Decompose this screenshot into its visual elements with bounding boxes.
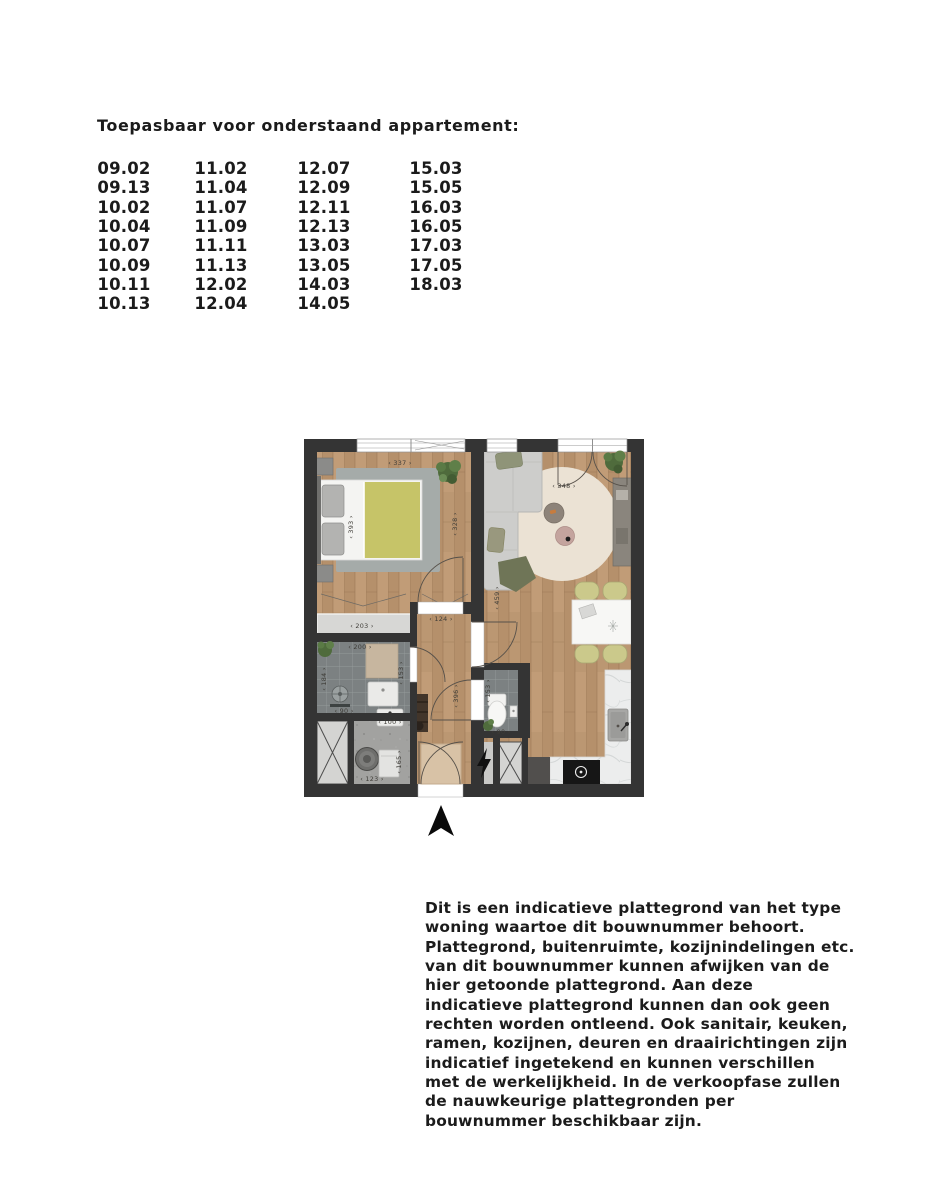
disclaimer-line: Dit is een indicatieve plattegrond van het type [425,899,842,917]
disclaimer-text [425,899,915,1131]
dim-living-depth: ‹ 459 › [493,586,501,610]
balcony-doors [558,439,627,452]
disclaimer-line: rechten worden ontleend. Ook sanitair, keuken, [425,1015,848,1034]
dim-hall-depth: ‹ 396 › [452,684,460,708]
dim-tech-width: ‹ 100 › [378,718,402,726]
apartment-number: 12.07 [297,159,351,178]
apartment-number: 12.02 [194,275,248,295]
dim-bathroom-depth: ‹ 184 › [320,667,328,691]
shaft-left [317,721,348,784]
apartment-number: 17.05 [409,255,463,275]
apartment-number: 10.07 [97,236,151,256]
disclaimer-line: Plattegrond, buitenruimte, kozijnindelingen etc. [425,937,855,956]
washbasin [368,682,398,706]
apartment-number: 11.13 [194,255,248,275]
dim-hall-width: ‹ 124 › [429,615,453,623]
apartment-number: 13.05 [297,255,351,275]
dim-wc-depth: ‹ 153 › [484,679,492,703]
disclaimer-line: hier getoonde plattegrond. Aan deze [425,976,754,995]
apartment-column-4 [401,159,471,294]
apartment-number: 11.07 [194,197,248,217]
apartment-number: 10.13 [97,294,151,314]
dim-bathroom-width: ‹ 200 › [348,643,372,651]
apartment-number: 10.02 [97,197,151,217]
north-arrow-icon [426,804,456,838]
dining-table [572,600,631,644]
apartment-number: 10.09 [97,255,151,275]
dining-chair [603,582,627,600]
disclaimer-line: indicatief ingetekend en kunnen verschillen [425,1053,815,1072]
disclaimer-line: van dit bouwnummer kunnen afwijken van de [425,957,830,976]
dim-shower-width: ‹ 90 › [334,707,354,715]
apartment-number: 14.05 [297,294,351,314]
apartment-number: 11.04 [194,178,248,198]
apartment-number: 13.03 [297,236,351,256]
dim-bedroom-depth: ‹ 393 › [347,515,355,539]
shaft-right [498,742,522,784]
apartment-number: 12.09 [297,178,351,198]
apartment-number: 10.11 [97,275,151,295]
living-window [487,439,517,452]
disclaimer-line: indicatieve plattegrond kunnen dan ook geen [425,995,831,1014]
apartment-number: 16.03 [409,197,463,217]
windows [357,439,627,452]
dining-chair [575,582,599,600]
apartment-column-3 [289,159,359,314]
apartment-number: 12.04 [194,294,248,314]
apartment-number: 11.11 [194,236,248,256]
apartment-number: 15.03 [409,159,463,178]
apartment-column-2 [186,159,256,314]
sofa-pillow [495,450,523,469]
dim-bathroom-right: ‹ 153 › [397,661,405,685]
dining-chair [603,645,627,663]
apartment-number: 09.13 [97,178,151,198]
disclaimer-line: bouwnummer beschikbaar zijn. [425,1111,702,1130]
dim-wardrobe-width: ‹ 203 › [350,622,374,630]
sideboard [613,478,631,566]
disclaimer-line: woning waartoe dit bouwnummer behoort. [425,918,805,937]
page-title: Toepasbaar voor onderstaand appartement: [97,116,520,135]
apartment-number: 14.03 [297,275,351,295]
dim-bedroom-right: ‹ 328 › [451,512,459,536]
apartment-number: 17.03 [409,236,463,256]
dim-bedroom-width: ‹ 337 › [388,459,412,467]
apartment-number: 15.05 [409,178,463,198]
disclaimer-line: de nauwkeurige plattegronden per [425,1092,735,1111]
bedroom-window [357,439,465,452]
floorplan-image [300,432,648,798]
disclaimer-line: ramen, kozijnen, deuren en draairichtingen zijn [425,1034,848,1053]
apartment-number: 12.11 [297,197,351,217]
apartment-number: 18.03 [409,275,463,295]
disclaimer-line: met de werkelijkheid. In de verkoopfase zullen [425,1073,841,1092]
apartment-number: 09.02 [97,159,151,178]
apartment-number: 16.05 [409,217,463,237]
dim-tech-depth: ‹ 165 › [395,750,403,774]
dining-chair [575,645,599,663]
dim-wc-width: ‹ 90 › [491,728,511,736]
apartment-number: 11.02 [194,159,248,178]
apartment-number: 12.13 [297,217,351,237]
sofa-pillow [487,527,505,553]
dim-tech-bottom: ‹ 123 › [360,775,384,783]
apartment-number: 10.04 [97,217,151,237]
apartment-column-1 [89,159,159,314]
dim-living-width: ‹ 348 › [552,482,576,490]
apartment-number: 11.09 [194,217,248,237]
